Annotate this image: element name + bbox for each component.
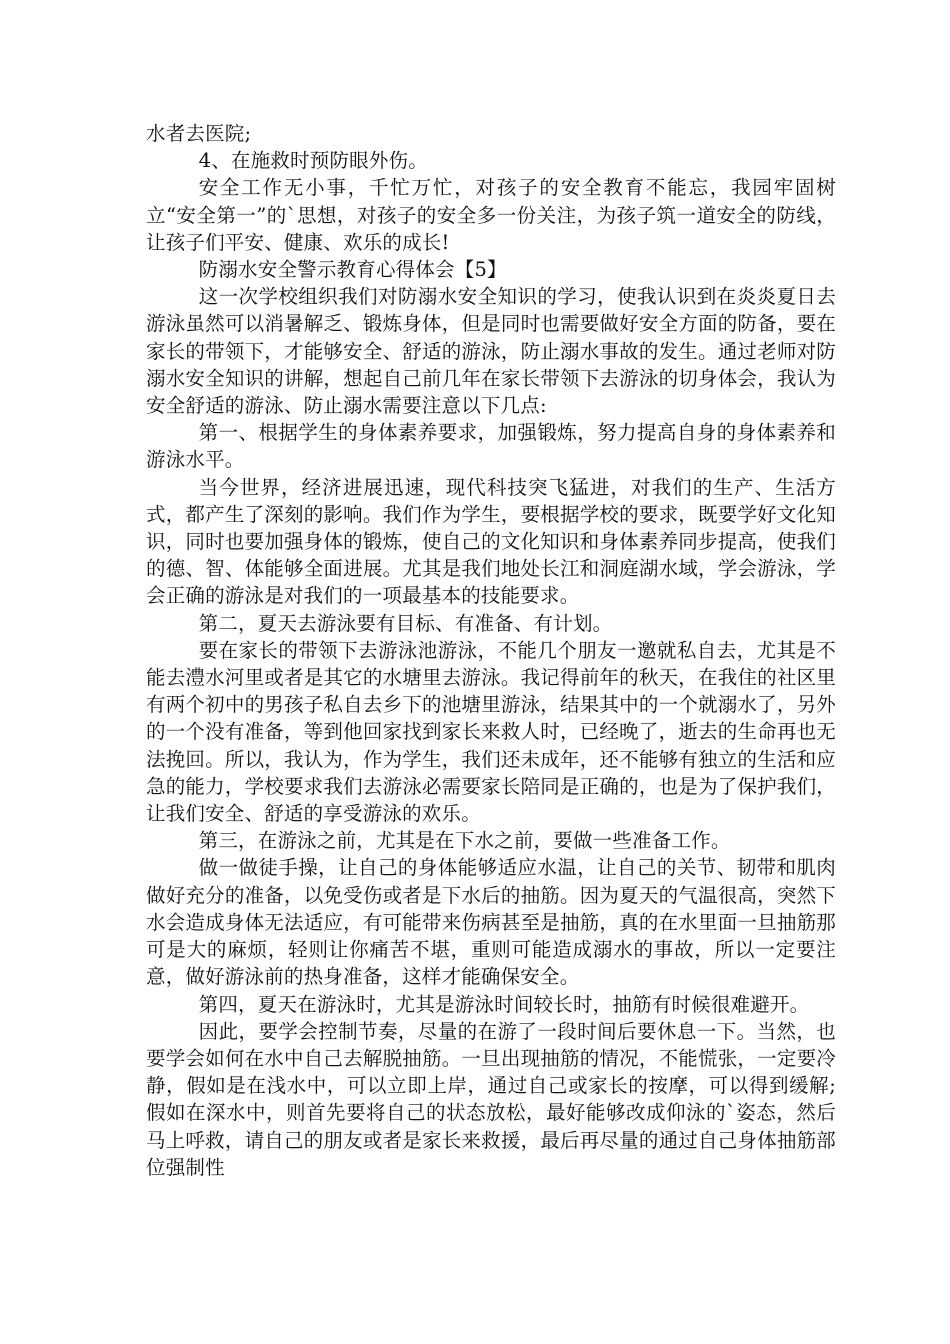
paragraph-10: 第三，在游泳之前，尤其是在下水之前，要做一些准备工作。 (198, 829, 731, 853)
paragraph-5: 这一次学校组织我们对防溺水安全知识的学习，使我认识到在炎炎夏日去游泳虽然可以消暑解乏、锻炼身体，但是同时也需要做好安全方面的防备，要在家长的带领下，才能够安全、舒适的游泳，防止溺水事故的发生。通过老师对防溺水安全知识的讲解，想起自己前几年在家长带领下去游泳的切身体会，我认为安全舒适的游泳、防止溺水需要注意以下几点: (146, 285, 836, 418)
paragraph-8: 第二，夏天去游泳要有目标、有准备、有计划。 (198, 611, 613, 635)
paragraph-12: 第四，夏天在游泳时，尤其是游泳时间较长时，抽筋有时候很难避开。 (198, 992, 810, 1016)
paragraph-9: 要在家长的带领下去游泳池游泳，不能几个朋友一邀就私自去，尤其是不能去澧水河里或者是其它的水塘里去游泳。我记得前年的秋天，在我住的社区里有两个初中的男孩子私自去乡下的池塘里游泳，结果其中的一个就溺水了，另外的一个没有准备，等到他回家找到家长来救人时，已经晚了，逝去的生命再也无法挽回。所以，我认为，作为学生，我们还未成年，还不能够有独立的生活和应急的能力，学校要求我们去游泳必需要家长陪同是正确的，也是为了保护我们，让我们安全、舒适的享受游泳的欢乐。 (146, 638, 836, 826)
document-body (146, 120, 836, 1181)
paragraph-2: 4、在施救时预防眼外伤。 (198, 149, 428, 173)
paragraph-11: 做一做徒手操，让自己的身体能够适应水温，让自己的关节、韧带和肌肉做好充分的准备，以免受伤或者是下水后的抽筋。因为夏天的气温很高，突然下水会造成身体无法适应，有可能带来伤病甚至是抽筋，真的在水里面一旦抽筋那可是大的麻烦，轻则让你痛苦不堪，重则可能造成溺水的事故，所以一定要注意，做好游泳前的热身准备，这样才能确保安全。 (146, 856, 836, 989)
paragraph-3: 安全工作无小事，千忙万忙，对孩子的安全教育不能忘，我园牢固树立“安全第一”的`思想，对孩子的安全多一份关注，为孩子筑一道安全的防线，让孩子们平安、健康、欢乐的成长! (146, 176, 836, 254)
section-heading: 防溺水安全警示教育心得体会【5】 (198, 258, 507, 282)
paragraph-13: 因此，要学会控制节奏，尽量的在游了一段时间后要休息一下。当然，也要学会如何在水中自己去解脱抽筋。一旦出现抽筋的情况，不能慌张，一定要冷静，假如是在浅水中，可以立即上岸，通过自己或家长的按摩，可以得到缓解;假如在深水中，则首先要将自己的状态放松，最好能够改成仰泳的`姿态，然后马上呼救，请自己的朋友或者是家长来救援，最后再尽量的通过自己身体抽筋部位强制性 (146, 1019, 836, 1179)
paragraph-6: 第一、根据学生的身体素养要求，加强锻炼，努力提高自身的身体素养和游泳水平。 (146, 421, 836, 472)
paragraph-1: 水者去医院; (146, 122, 252, 145)
paragraph-7: 当今世界，经济进展迅速，现代科技突飞猛进，对我们的生产、生活方式，都产生了深刻的影响。我们作为学生，要根据学校的要求，既要学好文化知识，同时也要加强身体的锻炼，使自己的文化知识和身体素养同步提高，使我们的德、智、体能够全面进展。尤其是我们地处长江和洞庭湖水域，学会游泳，学会正确的游泳是对我们的一项最基本的技能要求。 (146, 475, 836, 608)
